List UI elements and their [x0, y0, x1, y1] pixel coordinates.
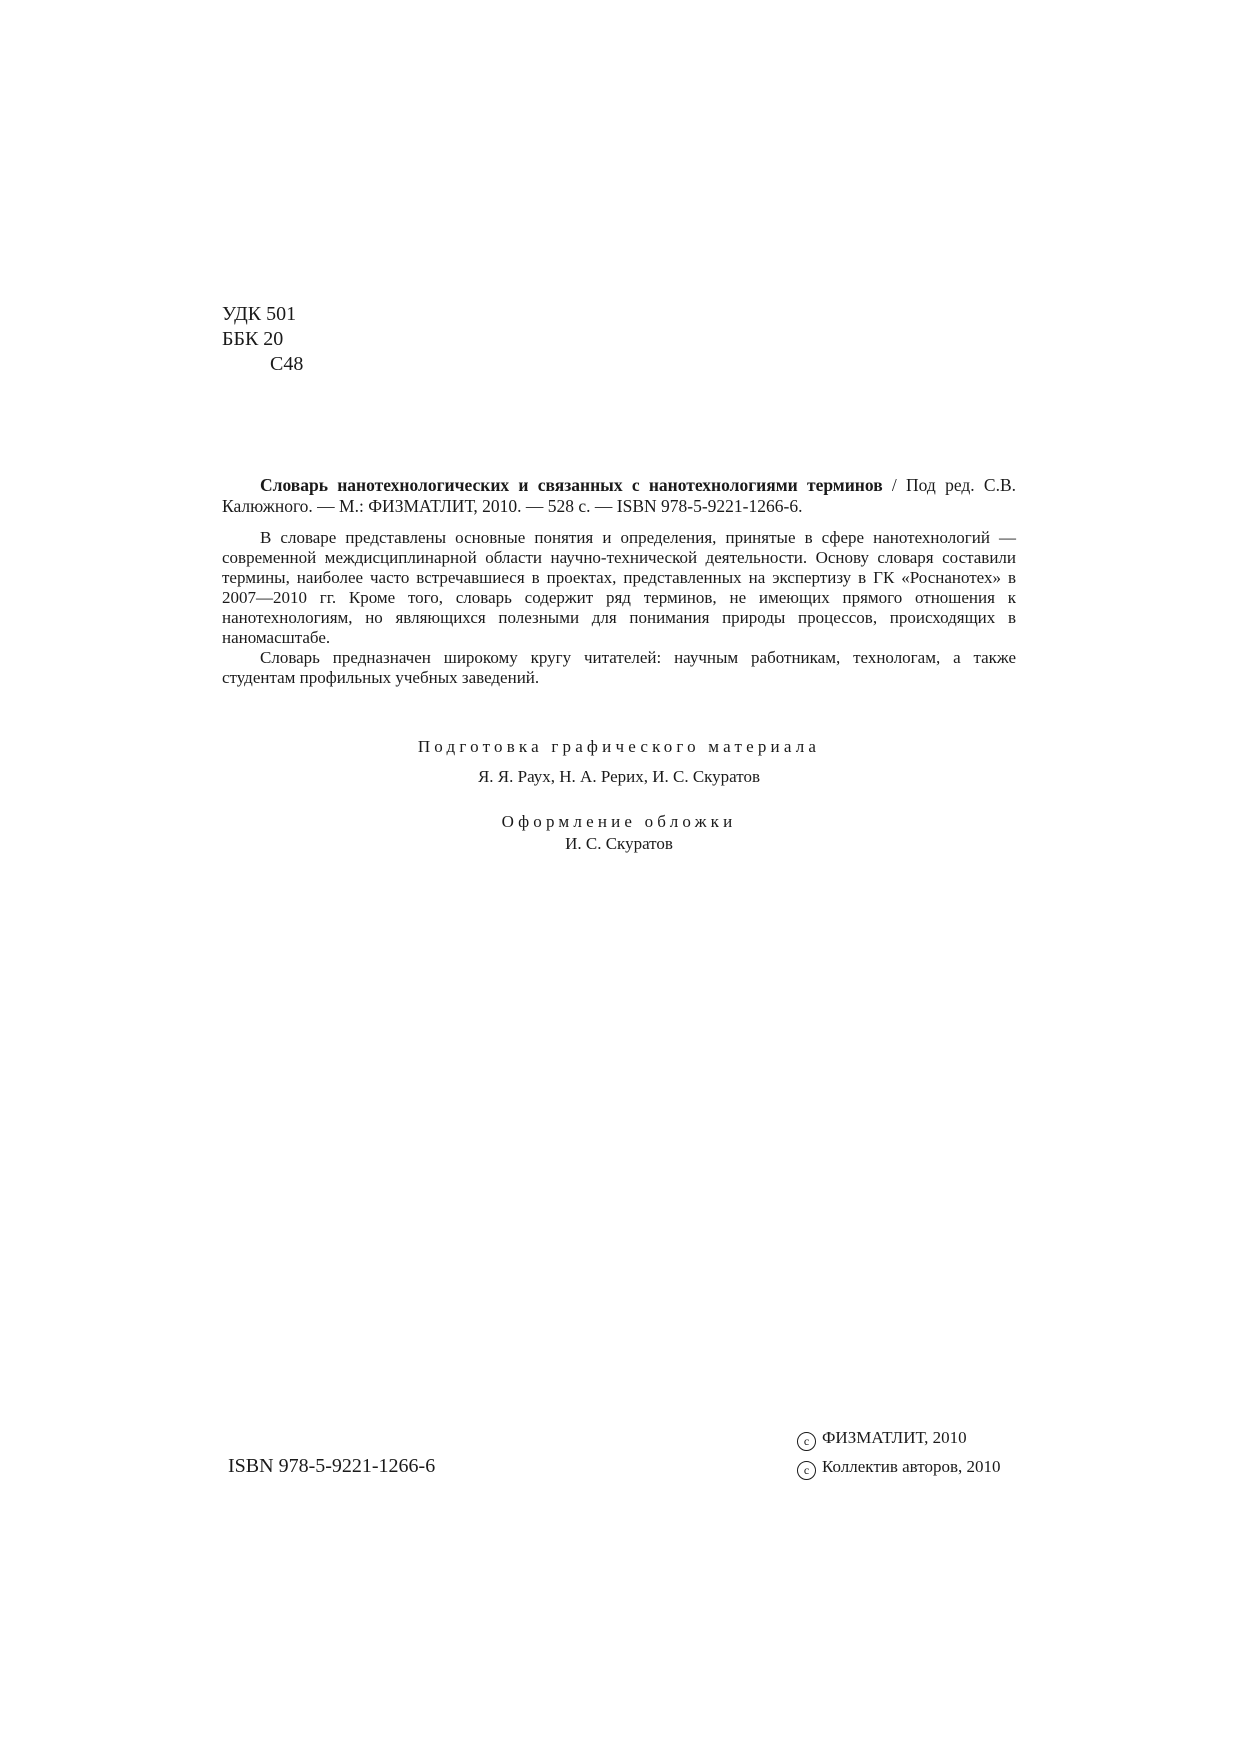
- annotation-paragraph-2: Словарь предназначен широкому кругу читателей: научным работникам, технологам, а также студентам профильных учебных заведений.: [222, 648, 1016, 687]
- classification-codes: [222, 302, 303, 377]
- copyright-publisher: ФИЗМАТЛИТ, 2010: [822, 1428, 967, 1447]
- copyright-icon: c: [797, 1432, 816, 1451]
- author-mark: С48: [270, 353, 304, 375]
- graphics-credit-label: Подготовка графического материала: [417, 737, 821, 756]
- bbk-code: ББК 20: [222, 328, 284, 350]
- annotation: [222, 528, 1016, 688]
- copyright-block: [797, 1423, 1001, 1481]
- udk-code: УДК 501: [222, 303, 297, 325]
- copyright-icon: c: [797, 1461, 816, 1480]
- cover-credit-names: И. С. Скуратов: [565, 834, 673, 853]
- copyright-line-1: [797, 1423, 1001, 1452]
- annotation-paragraph-1: В словаре представлены основные понятия и определения, принятые в сфере нанотехнологий — современной междисциплинарной области научно-технической деятельности. Основу словаря составили термины, наиболее часто встречавшиеся в проектах, представленных на экспертизу в ГК «Роснанотех» в 2007—2010 гг. Кроме того, словарь содержит ряд терминов, не имеющих прямого отношения к нанотехнологиям, но являющихся полезными для понимания природы процессов, происходящих в наномасштабе.: [222, 528, 1016, 647]
- book-title: Словарь нанотехнологических и связанных с нанотехнологиями терминов: [260, 475, 883, 495]
- graphics-credit-names: Я. Я. Раух, Н. А. Рерих, И. С. Скуратов: [477, 767, 761, 786]
- cover-credit-label: Оформление обложки: [501, 812, 737, 831]
- bibliographic-description: [222, 475, 1016, 517]
- copyright-line-2: [797, 1452, 1001, 1481]
- cover-credit: [222, 812, 1016, 854]
- copyright-authors: Коллектив авторов, 2010: [822, 1457, 1001, 1476]
- graphics-credit: [222, 737, 1016, 787]
- bibliographic-details: / Под ред. С.В. Калюжного. — М.: ФИЗМАТЛИТ, 2010. — 528 с. — ISBN 978-5-9221-1266-6.: [222, 475, 1016, 516]
- isbn: ISBN 978-5-9221-1266-6: [228, 1455, 436, 1477]
- bibliographic-block: [222, 475, 1016, 688]
